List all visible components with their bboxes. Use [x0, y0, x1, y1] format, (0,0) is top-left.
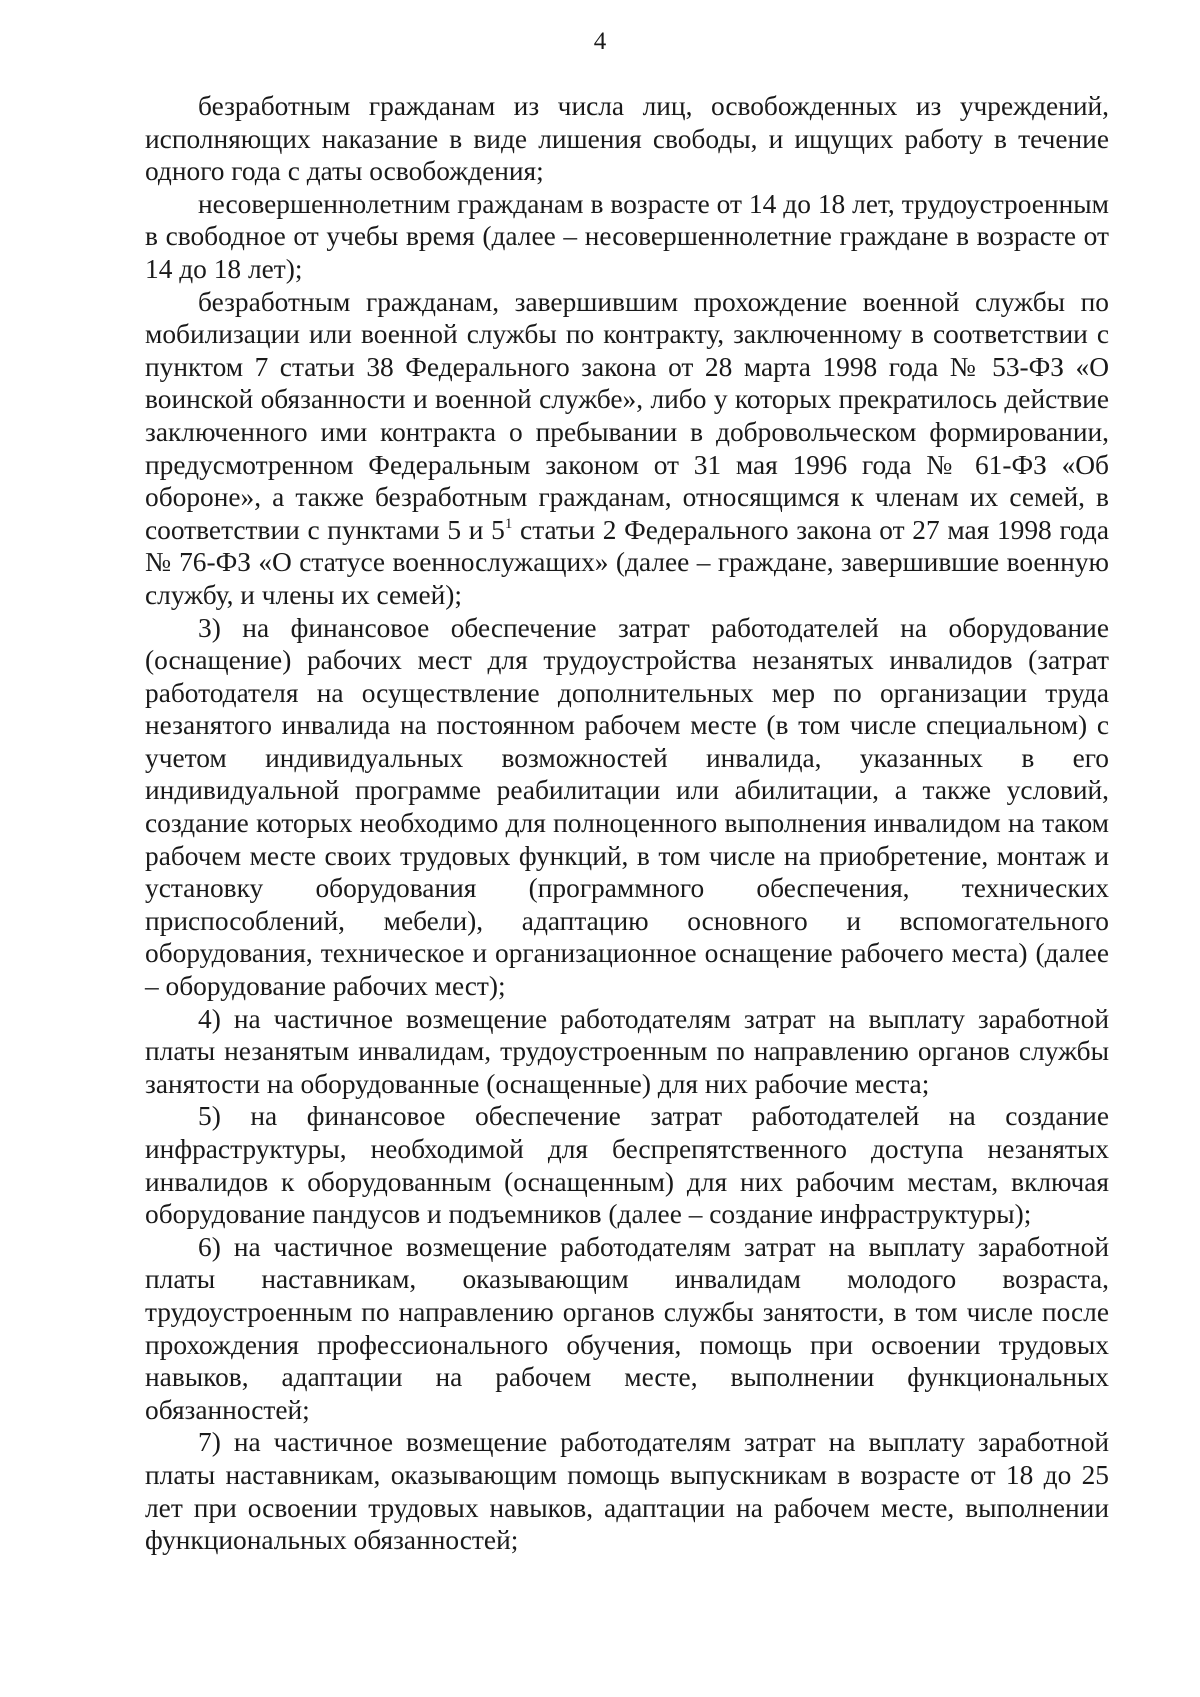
paragraph-item-5: 5) на финансовое обеспечение затрат работодателей на создание инфраструктуры, необходимой для беспрепятственного доступа незанятых инвалидов к оборудованным (оснащенным) для них рабочим местам, включая оборудование пандусов и подъемников (далее – создание инфраструктуры);: [145, 1101, 1109, 1230]
paragraph-military-service: [145, 286, 1109, 612]
page-number: 4: [593, 28, 607, 55]
document-body: [145, 90, 1109, 1557]
paragraph-text-continued: статьи 2 Федерального закона от 27 мая 1998 года № 76-ФЗ «О статусе военнослужащих» (далее – граждане, завершившие военную службу, и члены их семей);: [145, 514, 1109, 610]
paragraph-item-7: 7) на частичное возмещение работодателям затрат на выплату заработной платы наставникам, оказывающим помощь выпускникам в возрасте от 18 до 25 лет при освоении трудовых навыков, адаптации на рабочем месте, выполнении функциональных обязанностей;: [145, 1427, 1109, 1556]
paragraph-minors-14-18: несовершеннолетним гражданам в возрасте от 14 до 18 лет, трудоустроенным в свободное от учебы время (далее – несовершеннолетние граждане в возрасте от 14 до 18 лет);: [145, 188, 1109, 284]
paragraph-item-6: 6) на частичное возмещение работодателям затрат на выплату заработной платы наставникам, оказывающим инвалидам молодого возраста, трудоустроенным по направлению органов службы занятости, в том числе после прохождения профессионального обучения, помощь при освоении трудовых навыков, адаптации на рабочем месте, выполнении функциональных обязанностей;: [145, 1231, 1109, 1425]
paragraph-item-3: 3) на финансовое обеспечение затрат работодателей на оборудование (оснащение) рабочих мест для трудоустройства незанятых инвалидов (затрат работодателя на осуществление дополнительных мер по организации труда незанятого инвалида на постоянном рабочем месте (в том числе специальном) с учетом индивидуальных возможностей инвалида, указанных в его индивидуальной программе реабилитации или абилитации, а также условий, создание которых необходимо для полноценного выполнения инвалидом на таком рабочем месте своих трудовых функций, в том числе на приобретение, монтаж и установку оборудования (программного обеспечения, технических приспособлений, мебели), адаптацию основного и вспомогательного оборудования, техническое и организационное оснащение рабочего места) (далее – оборудование рабочих мест);: [145, 612, 1109, 1002]
paragraph-released-prisoners: безработным гражданам из числа лиц, освобожденных из учреждений, исполняющих наказание в виде лишения свободы, и ищущих работу в течение одного года с даты освобождения;: [145, 91, 1109, 187]
paragraph-text: безработным гражданам, завершившим прохождение военной службы по мобилизации или военной службы по контракту, заключенному в соответствии с пунктом 7 статьи 38 Федерального закона от 28 марта 1998 года № 53-ФЗ «О воинской обязанности и военной службе», либо у которых прекратилось действие заключенного ими контракта о пребывании в добровольческом формировании, предусмотренном Федеральным законом от 31 мая 1996 года № 61-ФЗ «Об обороне», а также безработным гражданам, относящимся к членам их семей, в соответствии с пунктами 5 и 5: [145, 286, 1109, 545]
paragraph-item-4: 4) на частичное возмещение работодателям затрат на выплату заработной платы незанятым инвалидам, трудоустроенным по направлению органов службы занятости на оборудованные (оснащенные) для них рабочие места;: [145, 1003, 1109, 1099]
superscript-mark: 1: [504, 515, 513, 532]
